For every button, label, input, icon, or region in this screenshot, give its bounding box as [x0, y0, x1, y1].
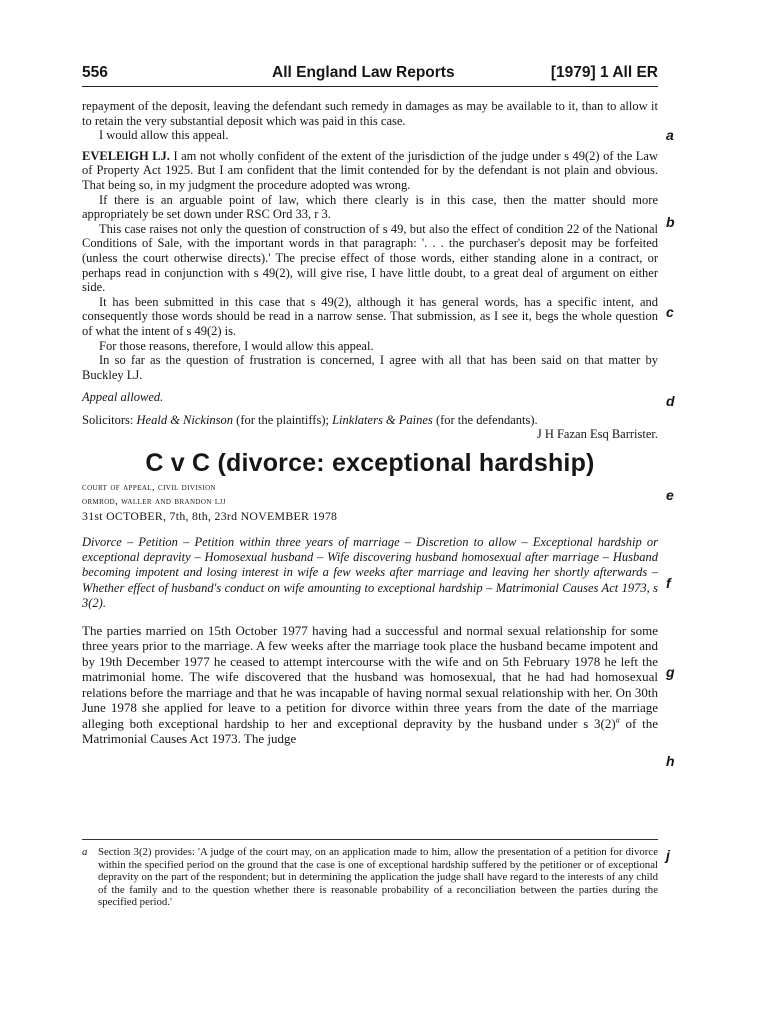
case-title: C v C (divorce: exceptional hardship) — [145, 449, 595, 478]
reporter-credit: J H Fazan Esq Barrister. — [536, 427, 658, 442]
margin-letter: b — [666, 214, 675, 230]
court-judges: ormrod, waller and brandon ljj — [82, 496, 226, 508]
margin-letter: f — [666, 575, 671, 591]
judgment-paragraph: For those reasons, therefore, I would allow this appeal. — [99, 338, 374, 353]
judgment-paragraph: It has been submitted in this case that s 49(2), although it has general words, has a specific intent, and consequently those words should be read in a narrow sense. That submission, as I see it, begs the whole question of what the intent of s 49(2) is. — [82, 294, 658, 338]
footnote — [82, 846, 658, 909]
facts-paragraph: The parties married on 15th October 1977 having had a successful and normal sexual relationship for some three years prior to the marriage. A few weeks after the marriage took place the husband became impotent and by 19th December 1977 he ceased to attempt intercourse with the wife and on 5th February 1978 he left the matrimonial home. The wife discovered that the husband was homosexual, that he had had homosexual relations before the marriage and that he was incapable of having normal sexual relationship with her. On 30th June 1978 she applied for leave to a petition for divorce within three years from the date of the marriage alleging both exceptional hardship to her and exceptional depravity by the husband under s $3(2)^a$ of the Matrimonial Causes Act 1973. The judge — [82, 623, 658, 746]
page-body — [82, 99, 658, 746]
margin-letter: h — [666, 753, 675, 769]
margin-letter: e — [666, 487, 674, 503]
footnote-text: Section 3(2) provides: 'A judge of the court may, on an application made to him, allow the presentation of a petition for divorce within the specified period on the ground that the case is one of exceptional hardship suffered by the petitioner or of exceptional depravity on the part of the respondent; but in determining the application the judge shall have regard to the interests of any child of the family and to the question whether there is reasonable probability of a reconciliation between the parties during the specified period.' — [98, 846, 658, 909]
footnote-rule — [82, 839, 658, 840]
margin-letter: d — [666, 393, 675, 409]
judgment-paragraph: This case raises not only the question of construction of s 49, but also the effect of condition 22 of the National Conditions of Sale, with the important words in that paragraph: '. . . the purchaser's deposit may be forfeited (unless the court otherwise directs).' The precise effect of those words, either standing alone in a contract, or perhaps read in conjunction with s 49(2), will give rise, I have little doubt, to a great deal of argument on either side. — [82, 221, 658, 295]
judgment-text: I am not wholly confident of the extent of the jurisdiction of the judge under s 49(2) of the Law of Property Act 1925. But I am confident that the limit contended for by the defendant is not plain and obvious. That being so, in my judgment the procedure adopted was wrong. — [82, 148, 659, 192]
continuation-conclusion: I would allow this appeal. — [99, 128, 229, 143]
case-outcome: Appeal allowed. — [82, 390, 164, 405]
catchwords-headnote: Divorce – Petition – Petition within three years of marriage – Discretion to allow – Exceptional hardship or exceptional depravity – Homosexual husband – Wife discovering husband homosexual after marriage – Husband becoming impotent and losing interest in wife a few weeks after marriage and leaving her shortly afterwards – Whether effect of husband's conduct on wife amounting to exceptional hardship – Matrimonial Causes Act 1973, s 3(2). — [82, 535, 658, 610]
header-rule — [82, 86, 658, 87]
report-title: All England Law Reports — [272, 64, 455, 81]
judgment-paragraph: In so far as the question of frustration is concerned, I agree with all that has been said on that matter by Buckley LJ. — [82, 353, 658, 382]
solicitors-line: Solicitors: Heald & Nickinson (for the plaintiffs); Linklaters & Paines (for the defendants). — [82, 412, 538, 427]
page-number: 556 — [82, 64, 108, 81]
court-name: court of appeal, civil division — [82, 481, 216, 493]
running-header — [82, 64, 658, 86]
margin-letter: g — [666, 664, 675, 680]
judge-name: EVELEIGH LJ. — [82, 148, 170, 163]
eveleigh-judgment-opening — [82, 149, 658, 193]
footnote-reference: a — [615, 715, 620, 725]
solicitor-firm: Heald & Nickinson — [136, 412, 234, 427]
hearing-dates: 31st OCTOBER, 7th, 8th, 23rd NOVEMBER 1978 — [82, 509, 338, 524]
margin-letter: a — [666, 127, 674, 143]
continuation-paragraph: repayment of the deposit, leaving the defendant such remedy in damages as may be available to it, than to allow it to retain the very substantial deposit which was paid in this case. — [82, 99, 658, 128]
margin-letter: j — [666, 847, 670, 863]
judgment-paragraph: If there is an arguable point of law, which there clearly is in this case, then the matter should more appropriately be set down under RSC Ord 33, r 3. — [82, 192, 658, 222]
footnote-mark: a — [82, 846, 88, 858]
report-citation: [1979] 1 All ER — [550, 64, 658, 81]
margin-letter: c — [666, 304, 674, 320]
solicitor-firm: Linklaters & Paines — [332, 412, 433, 427]
